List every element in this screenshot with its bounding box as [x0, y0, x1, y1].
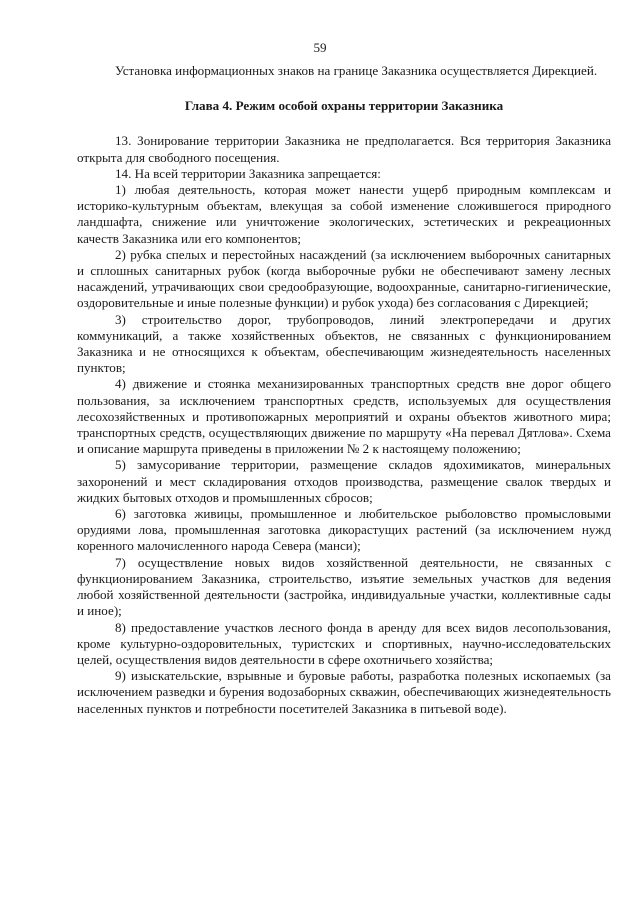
paragraph-signage: Установка информационных знаков на границе Заказника осуществляется Дирекцией.	[115, 63, 598, 78]
list-item-4: 4) движение и стоянка механизированных транспортных средств вне дорог общего пользования, за исключением транспортных средств, используемых для осуществления лесохозяйственных и противопожарных мероприятий и охраны объектов животного мира; транспортных средств, осуществляющих движение по маршруту «На перевал Дятлова». Схема и описание маршрута приведены в приложении № 2 к настоящему положению;	[77, 376, 611, 457]
list-item-5: 5) замусоривание территории, размещение складов ядохимикатов, минеральных захоронений и мест складирования отходов производства, размещение свалок твердых и жидких бытовых отходов и промышленных сбросов;	[77, 457, 611, 505]
list-item-8: 8) предоставление участков лесного фонда в аренду для всех видов лесопользования, кроме культурно-оздоровительных, туристских и спортивных, научно-исследовательских целей, осуществления видов деятельности в сфере охотничьего хозяйства;	[77, 619, 611, 667]
list-item-3: 3) строительство дорог, трубопроводов, линий электропередачи и других коммуникаций, а также хозяйственных объектов, не связанных с функционированием Заказника и не относящихся к объектам, обеспечивающим жизнедеятельность населенных пунктов;	[77, 311, 611, 376]
list-item-2: 2) рубка спелых и перестойных насаждений (за исключением выборочных санитарных и сплошных санитарных рубок (когда выборочные рубки не обеспечивают замену лесных насаждений, утрачивающих свои средообразующие, водоохранные, санитарно-гигиенические, оздоровительные и иные полезные функции) и рубок ухода) без согласования с Дирекцией;	[77, 246, 611, 311]
paragraph-13: 13. Зонирование территории Заказника не предполагается. Вся территория Заказника открыта для свободного посещения.	[77, 133, 611, 165]
page-number: 59	[313, 40, 327, 55]
list-item-1: 1) любая деятельность, которая может нанести ущерб природным комплексам и историко-культурным объектам, влекущая за собой изменение сложившегося природного ландшафта, снижение или уничтожение экологических, эстетических и рекреационных качеств Заказника или его компонентов;	[77, 182, 611, 246]
list-item-9: 9) изыскательские, взрывные и буровые работы, разработка полезных ископаемых (за исключением разведки и бурения водозаборных скважин, обеспечивающих жизнедеятельность населенных пунктов и потребности посетителей Заказника в питьевой воде).	[77, 668, 611, 716]
paragraph-14: 14. На всей территории Заказника запрещается:	[115, 165, 381, 181]
document-body	[77, 63, 611, 717]
list-item-7: 7) осуществление новых видов хозяйственной деятельности, не связанных с функционированием Заказника, строительство, изъятие земельных участков для ведения любой хозяйственной деятельности (застройка, индивидуальные участки, коллективные сады и иное);	[77, 554, 611, 619]
list-item-6: 6) заготовка живицы, промышленное и любительское рыболовство промысловыми орудиями лова, промышленная заготовка дикорастущих растений (за исключением нужд коренного малочисленного народа Севера (манси);	[77, 506, 611, 554]
chapter-heading: Глава 4. Режим особой охраны территории Заказника	[184, 98, 504, 114]
